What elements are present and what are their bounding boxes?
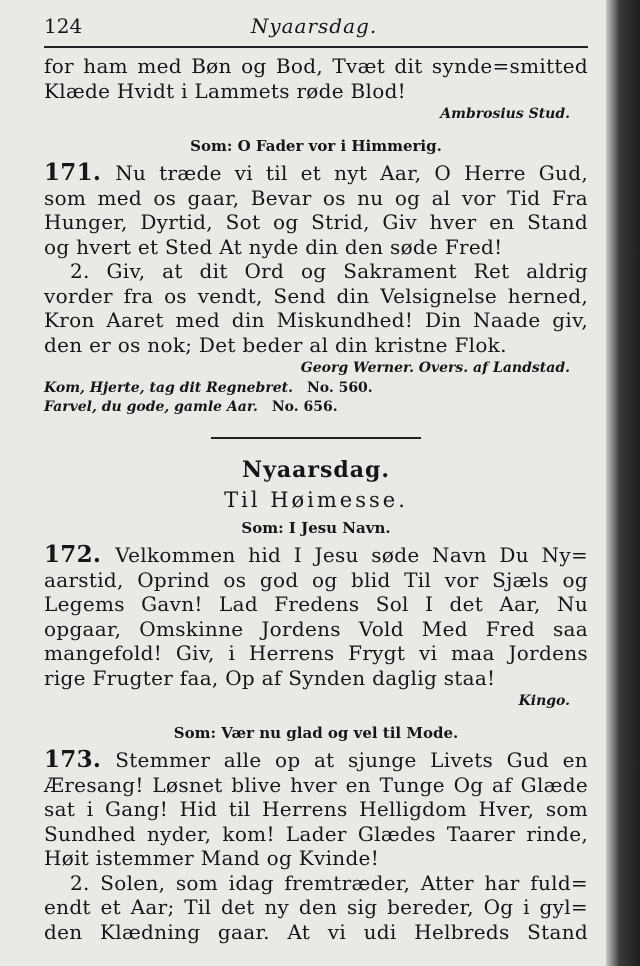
tune-indication: Som: Vær nu glad og vel til Mode.: [173, 724, 459, 742]
author-credit: Georg Werner. Overs. af Landstad.: [300, 360, 570, 376]
verse-line: Høit istemmer Mand og Kvinde!: [44, 846, 380, 870]
header-rule: [44, 46, 588, 48]
verse-line: Stemmer alle op at sjunge Livets Gud en: [115, 748, 588, 772]
verse-line: 2. Solen, som idag fremtræder, Atter har fuld=: [70, 870, 588, 895]
author-credit: Ambrosius Stud.: [440, 106, 570, 122]
alternate-tune: [44, 398, 588, 417]
verse-line: den er os nok; Det beder al din kristne Flok.: [44, 332, 507, 357]
alternate-tune-number: No. 560.: [306, 380, 373, 396]
verse-line: Æresang! Løsnet blive hver en Tunge Og af Glæde: [44, 772, 588, 797]
verse-line: mangefold! Giv, i Herrens Frygt vi maa Jordens: [44, 641, 588, 665]
tune-indication: Som: I Jesu Navn.: [241, 519, 391, 537]
section-subtitle: Til Høimesse.: [224, 488, 408, 512]
alternate-tune-title: Farvel, du gode, gamle Aar.: [44, 399, 258, 415]
alternate-tune: [44, 379, 588, 398]
continuation-verse: [44, 54, 588, 125]
page-header: [44, 12, 588, 40]
verse-line: Hunger, Dyrtid, Sot og Strid, Giv hver en Stand: [44, 210, 588, 234]
verse-line: som med os gaar, Bevar os nu og al vor Tid Fra: [44, 185, 588, 210]
hymn-number: 172.: [44, 541, 102, 568]
verse-line: Klæde Hvidt i Lammets røde Blod!: [44, 78, 407, 103]
author-credit: Kingo.: [518, 693, 570, 709]
hymn-number: 173.: [44, 746, 102, 773]
section-divider: [211, 437, 421, 439]
verse-line: og hvert et Sted At nyde din den søde Fred!: [44, 234, 503, 259]
verse-line: den Klædning gaar. At vi udi Helbreds Stand: [44, 919, 588, 944]
verse-line: Nu træde vi til et nyt Aar, O Herre Gud,: [115, 161, 588, 185]
verse-line: 2. Giv, at dit Ord og Sakrament Ret aldrig: [70, 259, 588, 283]
verse-line: for ham med Bøn og Bod, Tvæt dit synde=smitted: [44, 54, 588, 78]
running-title: Nyaarsdag.: [250, 14, 378, 38]
alternate-tune-number: No. 656.: [271, 399, 338, 415]
hymn-172: [44, 543, 588, 712]
verse-line: Kron Aaret med din Miskundhed! Din Naade giv,: [44, 308, 588, 332]
alternate-tune-title: Kom, Hjerte, tag dit Regnebret.: [44, 380, 293, 396]
verse-line: vorder fra os vendt, Send din Velsignelse herned,: [44, 283, 588, 308]
verse-line: sat i Gang! Hid til Herrens Helligdom Hver, som: [44, 797, 588, 821]
section-title: Nyaarsdag.: [241, 457, 391, 483]
verse-line: Velkommen hid I Jesu søde Navn Du Ny=: [115, 543, 588, 567]
hymn-171: [44, 161, 588, 417]
verse-line: endt et Aar; Til det ny den sig bereder, Og i gyl=: [44, 895, 588, 919]
verse-line: rige Frugter faa, Op af Synden daglig staa!: [44, 665, 496, 690]
hymn-number: 171.: [44, 159, 102, 186]
verse-line: Sundhed nyder, kom! Lader Glædes Taarer rinde,: [44, 821, 588, 846]
verse-line: aarstid, Oprind os god og blid Til vor Sjæls og: [44, 567, 588, 592]
hymn-173: [44, 748, 588, 944]
verse-line: Legems Gavn! Lad Fredens Sol I det Aar, Nu: [44, 592, 588, 616]
page-number: 124: [44, 14, 83, 38]
verse-line: opgaar, Omskinne Jordens Vold Med Fred saa: [44, 616, 588, 641]
tune-indication: Som: O Fader vor i Himmerig.: [190, 137, 442, 155]
